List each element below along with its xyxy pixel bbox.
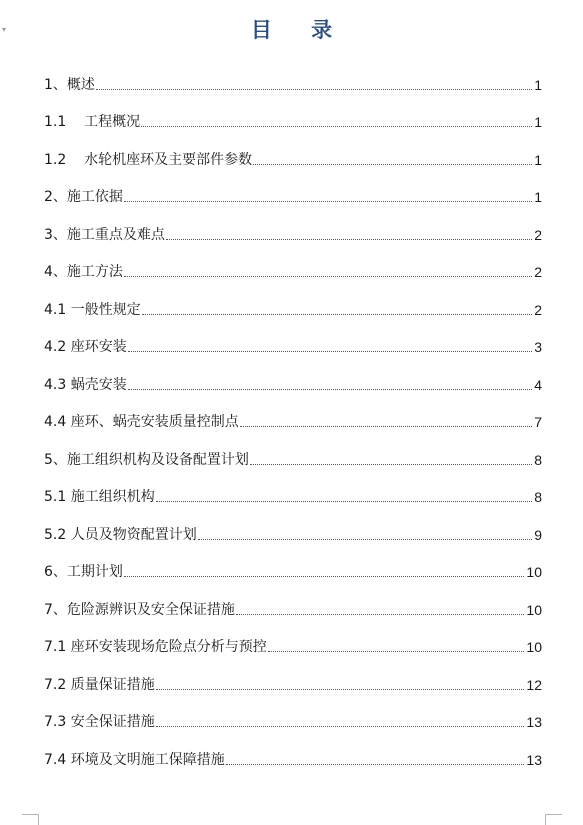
toc-entry-label[interactable]: 2、施工依据 [44, 189, 123, 205]
toc-entry[interactable] [44, 321, 542, 359]
toc-page-number[interactable]: 2 [534, 226, 542, 243]
toc-page-number[interactable]: 1 [534, 114, 542, 130]
toc-entry-label[interactable]: 1、概述 [44, 76, 95, 93]
toc-page-number[interactable]: 13 [526, 751, 542, 768]
toc-entry-label[interactable]: 4.4 座环、蜗壳安装质量控制点 [44, 414, 239, 430]
toc-page-number[interactable]: 10 [526, 639, 542, 655]
toc-dot-leader [156, 725, 525, 727]
toc-entry[interactable] [44, 58, 542, 96]
toc-dot-leader [128, 350, 532, 352]
toc-entry-label[interactable]: 4.3 蜗壳安装 [44, 376, 127, 393]
toc-title: 目 录 [250, 17, 349, 42]
toc-page-number[interactable]: 1 [534, 151, 542, 168]
toc-page-number[interactable]: 8 [534, 489, 542, 505]
toc-dot-leader [268, 650, 525, 652]
toc-entry-label[interactable]: 7.4 环境及文明施工保障措施 [44, 751, 225, 768]
toc-page-number[interactable]: 3 [534, 339, 542, 355]
toc-entry[interactable] [44, 733, 542, 771]
page-corner-mark-left [22, 814, 39, 825]
toc-dot-leader [124, 575, 525, 577]
toc-entry-label[interactable]: 4、施工方法 [44, 264, 123, 280]
table-of-contents [44, 58, 542, 771]
toc-page-number[interactable]: 9 [534, 526, 542, 543]
toc-dot-leader [141, 125, 532, 127]
toc-entry[interactable] [44, 396, 542, 434]
toc-entry-label[interactable]: 1.1 工程概况 [44, 114, 141, 130]
toc-page-number[interactable]: 2 [534, 301, 542, 318]
toc-entry[interactable] [44, 133, 542, 171]
toc-entry[interactable] [44, 96, 542, 134]
toc-entry[interactable] [44, 583, 542, 621]
toc-entry-label[interactable]: 3、施工重点及难点 [44, 226, 165, 243]
toc-entry[interactable] [44, 658, 542, 696]
toc-page-number[interactable]: 8 [534, 451, 542, 468]
toc-entry-label[interactable]: 7.3 安全保证措施 [44, 714, 155, 730]
toc-page-number[interactable]: 1 [534, 76, 542, 93]
toc-dot-leader [156, 500, 532, 502]
toc-page-number[interactable]: 2 [534, 264, 542, 280]
toc-dot-leader [236, 613, 525, 615]
toc-dot-leader [128, 388, 532, 390]
toc-page-number[interactable]: 7 [534, 414, 542, 430]
toc-entry[interactable] [44, 508, 542, 546]
collapse-marker-icon[interactable]: ▾ [2, 25, 7, 34]
toc-entry-label[interactable]: 4.2 座环安装 [44, 339, 127, 355]
toc-entry[interactable] [44, 358, 542, 396]
toc-dot-leader [240, 425, 532, 427]
toc-entry[interactable] [44, 208, 542, 246]
toc-entry-label[interactable]: 6、工期计划 [44, 564, 123, 580]
toc-entry-label[interactable]: 1.2 水轮机座环及主要部件参数 [44, 151, 253, 168]
toc-dot-leader [142, 313, 532, 315]
toc-dot-leader [253, 163, 532, 165]
toc-entry[interactable] [44, 246, 542, 284]
toc-entry[interactable] [44, 171, 542, 209]
toc-page-number[interactable]: 12 [526, 676, 542, 693]
toc-page-number[interactable]: 1 [534, 189, 542, 205]
toc-entry-label[interactable]: 7、危险源辨识及安全保证措施 [44, 601, 235, 618]
toc-page-number[interactable]: 10 [526, 564, 542, 580]
toc-page-number[interactable]: 10 [526, 601, 542, 618]
toc-entry[interactable] [44, 471, 542, 509]
toc-dot-leader [96, 88, 532, 90]
toc-entry-label[interactable]: 5.2 人员及物资配置计划 [44, 526, 197, 543]
toc-entry[interactable] [44, 283, 542, 321]
toc-dot-leader [166, 238, 532, 240]
toc-page-number[interactable]: 13 [526, 714, 542, 730]
toc-dot-leader [250, 463, 532, 465]
toc-entry[interactable] [44, 433, 542, 471]
toc-entry-label[interactable]: 7.1 座环安装现场危险点分析与预控 [44, 639, 267, 655]
toc-entry-label[interactable]: 5.1 施工组织机构 [44, 489, 155, 505]
toc-entry-label[interactable]: 7.2 质量保证措施 [44, 676, 155, 693]
page-corner-mark-right [545, 814, 562, 825]
toc-page-number[interactable]: 4 [534, 376, 542, 393]
toc-dot-leader [124, 275, 532, 277]
toc-dot-leader [198, 538, 532, 540]
toc-dot-leader [156, 688, 525, 690]
toc-dot-leader [226, 763, 525, 765]
toc-entry-label[interactable]: 5、施工组织机构及设备配置计划 [44, 451, 249, 468]
toc-entry-label[interactable]: 4.1 一般性规定 [44, 301, 141, 318]
toc-dot-leader [124, 200, 532, 202]
toc-entry[interactable] [44, 621, 542, 659]
toc-entry[interactable] [44, 546, 542, 584]
toc-entry[interactable] [44, 696, 542, 734]
